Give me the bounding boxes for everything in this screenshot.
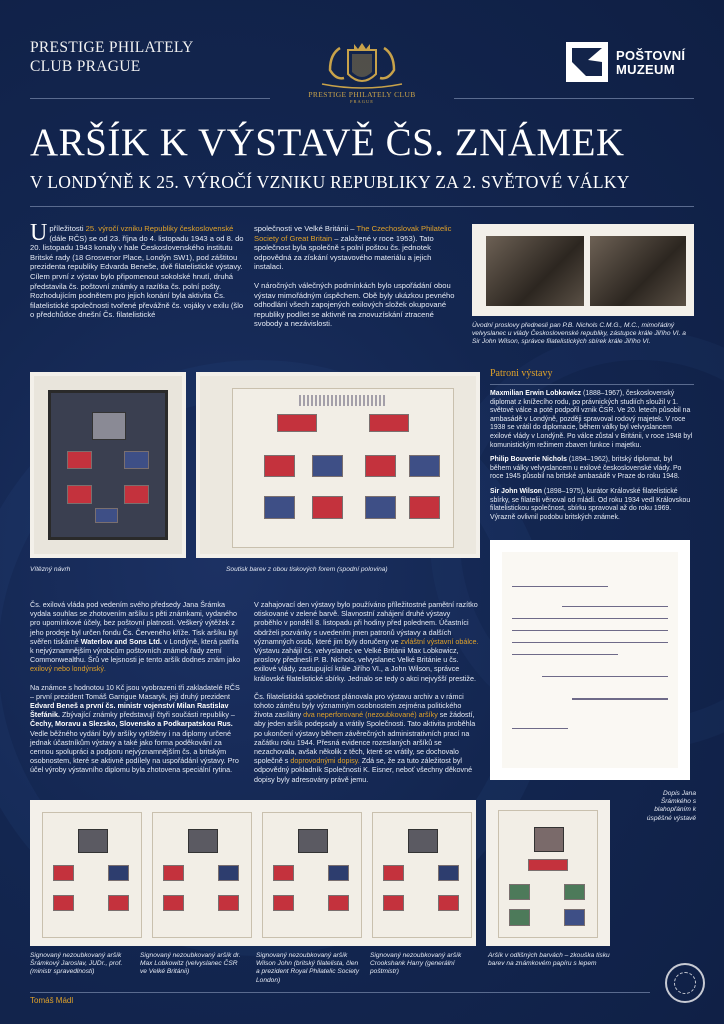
photos-caption: Úvodní proslovy přednesli pan P.B. Nichols C.M.G., M.C., mimořádný velvyslanec u vlády Československé republiky, zástupce krále Jiřího VI. a Sir John Wilson, správce filatelistických sbírek krále Jiřího VI. [472, 322, 686, 346]
sheet-caption-4: Signovaný nezoubkovaný aršík Crookshank Harry (generální poštmistr) [370, 952, 462, 976]
sheet-caption-3: Signovaný nezoubkovaný aršík Wilson John (britský filatelista, člen a prezident Royal Philatelic Society London) [256, 952, 359, 984]
crest-sub: PRAGUE [349, 99, 374, 104]
color-trial-sheet [498, 810, 598, 938]
intro-text: příležitosti [49, 224, 86, 233]
patrons-list [490, 390, 694, 522]
body2-text-end: Vedle běžného vydání byly aršíky vytištěny i na diplomy určené jednak účastníkům výstavy a také jako forma poděkování za cennou spolupráci a podporu nejvýznamnějším čs. a britským osobnostem, které se aktivně podílely na uspořádání výstavy. Pro účel výroby výstavního diplomu byla zhotovena speciální rytina. [30, 728, 239, 775]
club-name [30, 38, 194, 76]
winning-design [30, 372, 186, 558]
design-caption: Vítězný návrh [30, 566, 71, 573]
museum-name-line2: MUZEUM [616, 62, 675, 77]
color-proof [196, 372, 480, 558]
body1-text: Čs. exilová vláda pod vedením svého předsedy Jana Šrámka vydala souhlas se zhotovením aršíku s pěti známkami, vydaného pro upomínkové účely, bez poštovní platnosti. Veškerý výtěžek z jeho prodeje byl určen fondu Čs. Červeného kříže. Tisk aršíku byl svěřen tiskárně [30, 600, 238, 646]
patron-2-text: (1894–1962), britský diplomat, byl během války velvyslancem u exilové československé vlády. Po roce 1945 působil na britské ambasádě v Praze do roku 1948. [490, 456, 682, 481]
dropcap: U [30, 220, 48, 246]
body2-accent: Edvard Beneš a první čs. ministr vojenství Milan Rastislav Štefánik. [30, 701, 229, 720]
body1-text-cont: v Londýně, která patřila k nejvýznamnějším výrobcům poštovních známek řady zemí Commonwealthu. Šrů ve lejsnosti je tento aršík dodnes znám jako [30, 636, 241, 665]
body3-accent: zvláštní výstavní obálce. [400, 636, 479, 646]
header-rule-right [454, 98, 694, 99]
patron-1 [490, 390, 694, 450]
patrons-heading: Patroni výstavy [490, 368, 553, 379]
header-rule-left [30, 98, 270, 99]
museum-name-line1: POŠTOVNÍ [616, 48, 686, 63]
proof-caption: Soutisk barev z obou tiskových forem (spodní polovina) [226, 566, 388, 573]
crest-caption: PRESTIGE PHILATELY CLUB [308, 90, 416, 99]
intro-accent: 25. výročí vzniku Republiky československé [85, 224, 234, 233]
patron-3-text: (1898–1975), kurátor Královské filatelistické sbírky, se filatelii věnoval od mládí. Od roku 1934 vedl Královskou filatelistickou společnost, sbírku spravoval až do roku 1969. Výrazně ovlivnil podobu britských známek. [490, 487, 691, 521]
body4-text: Čs. filatelistická společnost plánovala pro výstavu archiv a v rámci tohoto záměru byly významným osobnostem zejména politického života zasílány [254, 691, 464, 720]
opening-photos [472, 224, 694, 316]
patron-1-name: Maxmilian Erwin Lobkowicz [490, 390, 582, 397]
sheet-caption-1: Signovaný nezoubkovaný aršík Šrámkový Jaroslav, JUDr., prof. (ministr spravedlnosti) [30, 952, 123, 976]
body3-text-cont: Výstavu zahájil čs. velvyslanec ve Velké Británii Max Lobkowicz, proslovy přednesli P. B. Nichols, velvyslanec Velké Británie u čs. exilové vlády, zastupující krále Jiřího VI., a John Wilson, správce královské filatelistické sbírky. Jednalo se tedy o akci nejvyšší prestiže. [254, 646, 476, 683]
intro2-paragraph: V náročných válečných podmínkách bylo uspořádání obou výstav mimořádným úspěchem. Obě byly ukázkou pevného odhodlání všech zapojených exilových složek okupované republiky podílet se aktivně na znovuzískání ztracené svobody a nezávislosti. [254, 280, 455, 329]
sheet-caption-5: Aršík v odlišných barvách – zkouška tisku barev na známkovém papíru s lepem [488, 952, 610, 968]
rosette-icon [665, 963, 705, 1003]
handwritten-letter [502, 552, 678, 768]
body4-accent: dva neperforované (nezoubkované) aršíky [303, 710, 438, 720]
intro-column-1 [30, 220, 244, 320]
body1-accent-2: exilový nebo londýnský. [30, 664, 106, 674]
intro-column-2 [254, 224, 462, 329]
club-name-line2: CLUB PRAGUE [30, 58, 141, 75]
sheet-caption-2: Signovaný nezoubkovaný aršík dr. Max Lobkowitz (velvyslanec ČSR ve Velké Británii) [140, 952, 241, 976]
body2-text-cont: Zbývající známky představují čtyři součásti republiky – [59, 710, 235, 720]
opening-photo-1 [486, 236, 584, 306]
body2-accent-2: Čechy, Moravu a Slezsko, Slovensko a Podkarpatskou Rus. [30, 719, 233, 729]
body4-text-cont: se žádostí, aby jeden aršík podepsaly a vrátily Společnosti. Tato aktivita proběhla po ukončení výstavy během závěrečných administrativních prací na začátku roku 1944. Přesná evidence rozeslaných aršíků se nezachovala, avšak několik z těch, které se vrátily, se dochovalo společně s [254, 710, 476, 766]
page-subtitle: V LONDÝNĚ K 25. VÝROČÍ VZNIKU REPUBLIKY ZA 2. SVĚTOVÉ VÁLKY [30, 172, 630, 192]
letter-photo [490, 540, 690, 780]
body4-text-end: Zdá se, že za tuto záležitost byl odpovědný pokladník Společnosti K. Eisner, neboť všechny děkovné dopisy byly adresovány právě jemu. [254, 756, 473, 784]
intro2-text-cont: – založené v roce 1953). Tato společnost byla společně s polní poštou čs. jednotek odpovědná za získání vystavového materiálu a jejich instalaci. [254, 233, 434, 272]
signed-sheets-panel [30, 800, 476, 946]
museum-logo-icon [566, 42, 608, 82]
patron-1-text: (1888–1967), československý diplomat z knížecího rodu, po právnických studiích sloužil v 1. světové válce a poté podpořil vznik ČSR. Ve 20. letech působil na ambasádě v Londýně, později spravoval rodový majetek. V roce 1938 se vrátil do diplomacie, během války byl velvyslancem exilové vlády v Londýně. Po válce zůstal v Británii, v roce 1948 byl komunistickým režimem zbaven funkce i majetku. [490, 390, 693, 449]
body2-text: Na známce s hodnotou 10 Kč jsou vyobrazeni tři zakladatelé RČS – první prezident Tomáš Garrigue Masaryk, jeji druhý prezident [30, 682, 240, 701]
letter-caption: Dopis Jana Šrámkého s blahopřáním k úspěšné výstavě [646, 790, 696, 822]
intro2-accent: The Czechoslovak Philatelic Society of Great Britain [254, 224, 452, 243]
patron-3-name: Sir John Wilson [490, 487, 543, 495]
color-trial-panel [486, 800, 610, 946]
signed-sheet-4 [372, 812, 472, 938]
footer-rule [30, 992, 650, 993]
patrons-rule [490, 384, 694, 385]
club-name-line1: PRESTIGE PHILATELY [30, 39, 194, 56]
body3-text: V zahajovací den výstavy bylo používáno příležitostné pamětní razítko otiskované v zelené barvě. Slavnostní zahájení druhé výstavy proběhlo v pondělí 8. listopadu při hodiny před polednem. Účastníci obdrželi pozvánky s uvedením jmen patronů výstavy a dalších významných osob, které jim byly doručeny ve [254, 600, 478, 646]
intro-text-cont: (dále RČS) se od 23. října do 4. listopadu 1943 a od 8. do 20. listopadu 1943 konaly v hale Československého institutu Britské rady (18 Grosvenor Place, Londýn SW1), pod záštitou prezidenta republiky Edvarda Beneše, dvě filatelistické výstavy. Cílem první z výstav bylo připomenout sokolské hnutí, druhá představila čs. poštovní známky a razítka čs. polní pošty. Rozhodujícím podnětem pro jejich konání byla aktivita Čs. filatelistické společnosti tvořené převážně čs. vojáky v exilu (šlo o předchůdce dnešní Čs. filatelistické [30, 233, 244, 320]
body1-accent: Waterlow and Sons Ltd. [80, 636, 162, 646]
author: Tomáš Mádl [30, 996, 74, 1005]
body4-accent-2: doprovodnými dopisy. [290, 756, 360, 766]
patron-3 [490, 488, 694, 522]
title-rule [30, 206, 694, 207]
museum-logo [566, 42, 696, 84]
signed-sheet-1 [42, 812, 142, 938]
patron-2-name: Philip Bouverie Nichols [490, 456, 567, 464]
patron-2 [490, 456, 694, 482]
body-column-2 [254, 600, 480, 784]
intro2-text: společnosti ve Velké Británii – [254, 224, 357, 233]
signed-sheet-2 [152, 812, 252, 938]
design-sheet [48, 390, 168, 540]
signed-sheet-3 [262, 812, 362, 938]
page-title: ARŠÍK K VÝSTAVĚ ČS. ZNÁMEK [30, 121, 625, 164]
body-column-1 [30, 600, 244, 775]
opening-photo-2 [590, 236, 686, 306]
proof-sheet [232, 388, 454, 548]
